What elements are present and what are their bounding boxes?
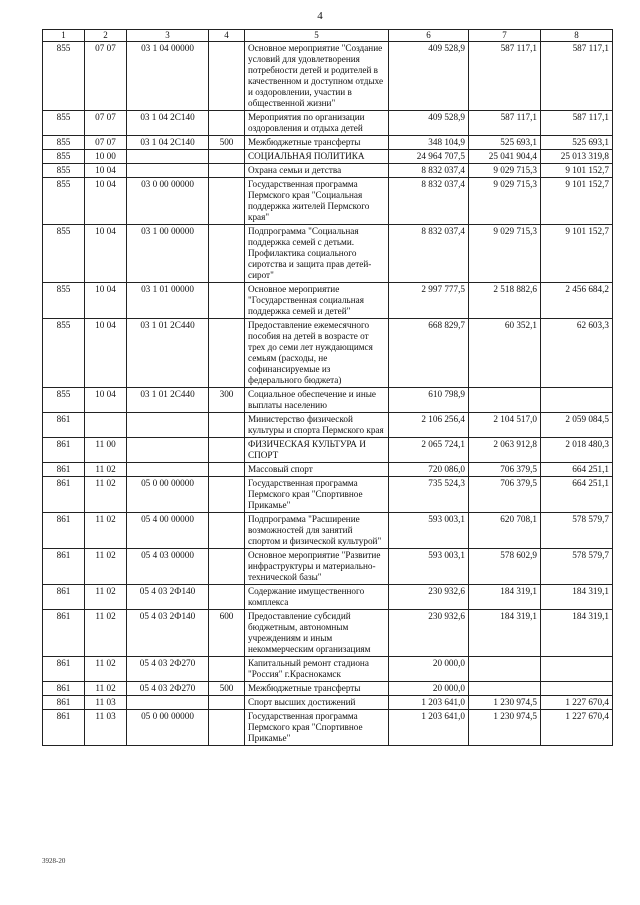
cell-description: Межбюджетные трансферты [245,682,389,696]
cell-admin-code: 855 [43,136,85,150]
cell-description: Содержание имущественного комплекса [245,585,389,610]
cell-admin-code: 861 [43,610,85,657]
cell-amount-year1: 720 086,0 [389,463,469,477]
cell-amount-year1: 593 003,1 [389,513,469,549]
cell-target-article: 05 4 03 2Ф140 [127,585,209,610]
cell-description: Министерство физической культуры и спорта Пермского края [245,413,389,438]
table-row [43,710,613,746]
table-row [43,136,613,150]
cell-section-code: 11 00 [85,438,127,463]
cell-section-code: 11 02 [85,682,127,696]
table-row [43,585,613,610]
cell-admin-code: 861 [43,513,85,549]
cell-amount-year2 [469,682,541,696]
table-row [43,463,613,477]
cell-expense-type [209,657,245,682]
cell-target-article: 05 0 00 00000 [127,710,209,746]
cell-description: Предоставление ежемесячного пособия на детей в возрасте от трех до семи лет нуждающимся семьям (расходы, не софинансируемые из федерального бюджета) [245,319,389,388]
cell-section-code: 11 02 [85,549,127,585]
cell-amount-year2: 706 379,5 [469,463,541,477]
cell-amount-year2: 620 708,1 [469,513,541,549]
column-number-row [43,30,613,42]
cell-amount-year1: 409 528,9 [389,42,469,111]
cell-amount-year3: 664 251,1 [541,463,613,477]
cell-target-article: 03 1 00 00000 [127,225,209,283]
column-header: 5 [245,30,389,42]
cell-expense-type: 500 [209,136,245,150]
cell-section-code: 10 00 [85,150,127,164]
cell-target-article: 03 0 00 00000 [127,178,209,225]
table-row [43,111,613,136]
table-row [43,413,613,438]
cell-target-article: 03 1 01 2С440 [127,388,209,413]
cell-amount-year2: 578 602,9 [469,549,541,585]
cell-expense-type [209,477,245,513]
cell-expense-type: 600 [209,610,245,657]
table-row [43,42,613,111]
cell-section-code: 11 02 [85,463,127,477]
cell-amount-year2: 1 230 974,5 [469,696,541,710]
cell-expense-type [209,178,245,225]
cell-amount-year3: 664 251,1 [541,477,613,513]
table-row [43,164,613,178]
cell-admin-code: 861 [43,585,85,610]
cell-amount-year2: 2 104 517,0 [469,413,541,438]
cell-expense-type [209,413,245,438]
cell-amount-year3: 2 018 480,3 [541,438,613,463]
table-row [43,178,613,225]
cell-amount-year1: 735 524,3 [389,477,469,513]
cell-amount-year3 [541,657,613,682]
cell-admin-code: 855 [43,111,85,136]
cell-description: Спорт высших достижений [245,696,389,710]
cell-admin-code: 855 [43,225,85,283]
cell-description: ФИЗИЧЕСКАЯ КУЛЬТУРА И СПОРТ [245,438,389,463]
cell-amount-year1: 2 997 777,5 [389,283,469,319]
cell-expense-type: 300 [209,388,245,413]
cell-amount-year1: 2 106 256,4 [389,413,469,438]
cell-description: Государственная программа Пермского края "Спортивное Прикамье" [245,477,389,513]
table-row [43,696,613,710]
cell-target-article: 05 4 03 2Ф270 [127,657,209,682]
column-header: 1 [43,30,85,42]
cell-amount-year3: 587 117,1 [541,111,613,136]
cell-target-article: 05 4 00 00000 [127,513,209,549]
cell-description: Подпрограмма "Расширение возможностей для занятий спортом и физической культурой" [245,513,389,549]
cell-target-article: 03 1 01 2С440 [127,319,209,388]
column-header: 4 [209,30,245,42]
cell-admin-code: 861 [43,438,85,463]
cell-expense-type [209,463,245,477]
cell-amount-year1: 593 003,1 [389,549,469,585]
cell-expense-type [209,513,245,549]
cell-expense-type [209,585,245,610]
page-number: 4 [317,10,323,22]
table-row [43,477,613,513]
cell-expense-type [209,696,245,710]
cell-amount-year1: 1 203 641,0 [389,696,469,710]
cell-section-code: 11 02 [85,477,127,513]
cell-admin-code: 855 [43,178,85,225]
table-body [43,42,613,746]
cell-description: Основное мероприятие "Создание условий для удовлетворения потребности детей и родителей в качественном и доступном отдыхе и оздоровлении, участии в общественной жизни" [245,42,389,111]
cell-amount-year2: 1 230 974,5 [469,710,541,746]
table-row [43,438,613,463]
column-header: 6 [389,30,469,42]
cell-amount-year1: 2 065 724,1 [389,438,469,463]
table-row [43,549,613,585]
cell-amount-year2: 2 063 912,8 [469,438,541,463]
table-row [43,225,613,283]
cell-amount-year2: 706 379,5 [469,477,541,513]
cell-amount-year1: 20 000,0 [389,682,469,696]
cell-admin-code: 861 [43,710,85,746]
cell-expense-type [209,710,245,746]
cell-expense-type [209,150,245,164]
cell-target-article [127,150,209,164]
cell-amount-year3: 578 579,7 [541,513,613,549]
cell-admin-code: 855 [43,164,85,178]
cell-target-article: 05 4 03 2Ф140 [127,610,209,657]
cell-amount-year2: 9 029 715,3 [469,164,541,178]
cell-admin-code: 861 [43,657,85,682]
cell-amount-year3: 1 227 670,4 [541,710,613,746]
cell-description: Государственная программа Пермского края "Спортивное Прикамье" [245,710,389,746]
cell-description: Социальное обеспечение и иные выплаты населению [245,388,389,413]
table-row [43,150,613,164]
cell-amount-year3 [541,682,613,696]
cell-section-code [85,413,127,438]
cell-target-article [127,438,209,463]
cell-admin-code: 861 [43,682,85,696]
column-header: 3 [127,30,209,42]
cell-amount-year3: 25 013 319,8 [541,150,613,164]
column-header: 2 [85,30,127,42]
cell-description: Межбюджетные трансферты [245,136,389,150]
cell-admin-code: 861 [43,463,85,477]
column-header: 8 [541,30,613,42]
cell-admin-code: 861 [43,413,85,438]
cell-description: Основное мероприятие "Развитие инфраструктуры и материально-технической базы" [245,549,389,585]
cell-section-code: 11 03 [85,710,127,746]
cell-target-article [127,164,209,178]
cell-description: Капитальный ремонт стадиона "Россия" г.Краснокамск [245,657,389,682]
cell-amount-year1: 409 528,9 [389,111,469,136]
cell-description: Государственная программа Пермского края "Социальная поддержка жителей Пермского края" [245,178,389,225]
cell-description: Охрана семьи и детства [245,164,389,178]
cell-target-article [127,696,209,710]
table-row [43,388,613,413]
cell-amount-year2: 25 041 904,4 [469,150,541,164]
cell-amount-year2: 587 117,1 [469,111,541,136]
cell-admin-code: 861 [43,696,85,710]
table-row [43,319,613,388]
cell-section-code: 10 04 [85,178,127,225]
cell-section-code: 10 04 [85,225,127,283]
cell-amount-year1: 230 932,6 [389,610,469,657]
cell-amount-year1: 610 798,9 [389,388,469,413]
cell-amount-year3: 1 227 670,4 [541,696,613,710]
cell-amount-year1: 24 964 707,5 [389,150,469,164]
cell-section-code: 11 02 [85,657,127,682]
cell-amount-year3: 184 319,1 [541,585,613,610]
cell-expense-type [209,283,245,319]
cell-target-article: 03 1 04 2С140 [127,111,209,136]
cell-admin-code: 855 [43,150,85,164]
cell-description: Основное мероприятие "Государственная социальная поддержка семей и детей" [245,283,389,319]
cell-description: СОЦИАЛЬНАЯ ПОЛИТИКА [245,150,389,164]
cell-amount-year3: 2 456 684,2 [541,283,613,319]
cell-target-article: 05 4 03 00000 [127,549,209,585]
cell-section-code: 11 03 [85,696,127,710]
cell-amount-year3: 2 059 084,5 [541,413,613,438]
cell-expense-type: 500 [209,682,245,696]
table-row [43,283,613,319]
cell-section-code: 10 04 [85,388,127,413]
cell-amount-year3: 9 101 152,7 [541,164,613,178]
cell-expense-type [209,549,245,585]
cell-amount-year1: 20 000,0 [389,657,469,682]
cell-admin-code: 855 [43,388,85,413]
cell-expense-type [209,42,245,111]
cell-admin-code: 855 [43,319,85,388]
cell-section-code: 11 02 [85,610,127,657]
cell-description: Мероприятия по организации оздоровления и отдыха детей [245,111,389,136]
cell-section-code: 07 07 [85,111,127,136]
cell-target-article [127,463,209,477]
cell-target-article: 05 0 00 00000 [127,477,209,513]
cell-section-code: 07 07 [85,42,127,111]
cell-expense-type [209,438,245,463]
cell-target-article: 03 1 04 00000 [127,42,209,111]
cell-amount-year3: 9 101 152,7 [541,178,613,225]
cell-amount-year3: 587 117,1 [541,42,613,111]
cell-section-code: 10 04 [85,319,127,388]
cell-admin-code: 861 [43,477,85,513]
cell-expense-type [209,164,245,178]
cell-amount-year1: 8 832 037,4 [389,164,469,178]
cell-amount-year1: 230 932,6 [389,585,469,610]
cell-amount-year1: 1 203 641,0 [389,710,469,746]
cell-admin-code: 855 [43,283,85,319]
cell-amount-year3: 184 319,1 [541,610,613,657]
cell-section-code: 10 04 [85,164,127,178]
cell-amount-year1: 8 832 037,4 [389,225,469,283]
cell-amount-year2: 525 693,1 [469,136,541,150]
cell-admin-code: 861 [43,549,85,585]
cell-amount-year1: 348 104,9 [389,136,469,150]
cell-admin-code: 855 [43,42,85,111]
cell-section-code: 11 02 [85,513,127,549]
table-row [43,657,613,682]
cell-amount-year2: 587 117,1 [469,42,541,111]
cell-target-article: 03 1 04 2С140 [127,136,209,150]
cell-section-code: 11 02 [85,585,127,610]
cell-target-article: 03 1 01 00000 [127,283,209,319]
cell-amount-year3: 578 579,7 [541,549,613,585]
footer-code: 3928-20 [42,857,66,865]
cell-amount-year1: 668 829,7 [389,319,469,388]
cell-description: Массовый спорт [245,463,389,477]
cell-amount-year3: 62 603,3 [541,319,613,388]
cell-amount-year3 [541,388,613,413]
cell-description: Предоставление субсидий бюджетным, автономным учреждениям и иным некоммерческим организациям [245,610,389,657]
cell-amount-year2: 2 518 882,6 [469,283,541,319]
cell-amount-year2 [469,657,541,682]
cell-amount-year3: 525 693,1 [541,136,613,150]
cell-amount-year2: 184 319,1 [469,585,541,610]
cell-amount-year1: 8 832 037,4 [389,178,469,225]
column-header: 7 [469,30,541,42]
cell-amount-year2: 184 319,1 [469,610,541,657]
table-row [43,682,613,696]
cell-section-code: 10 04 [85,283,127,319]
budget-table [42,29,613,746]
cell-expense-type [209,111,245,136]
cell-amount-year2: 60 352,1 [469,319,541,388]
cell-section-code: 07 07 [85,136,127,150]
cell-target-article [127,413,209,438]
table-row [43,610,613,657]
cell-amount-year2: 9 029 715,3 [469,178,541,225]
cell-amount-year2: 9 029 715,3 [469,225,541,283]
cell-description: Подпрограмма "Социальная поддержка семей с детьми. Профилактика социального сиротства и защита прав детей-сирот" [245,225,389,283]
cell-target-article: 05 4 03 2Ф270 [127,682,209,696]
cell-amount-year3: 9 101 152,7 [541,225,613,283]
cell-expense-type [209,319,245,388]
table-row [43,513,613,549]
cell-amount-year2 [469,388,541,413]
cell-expense-type [209,225,245,283]
